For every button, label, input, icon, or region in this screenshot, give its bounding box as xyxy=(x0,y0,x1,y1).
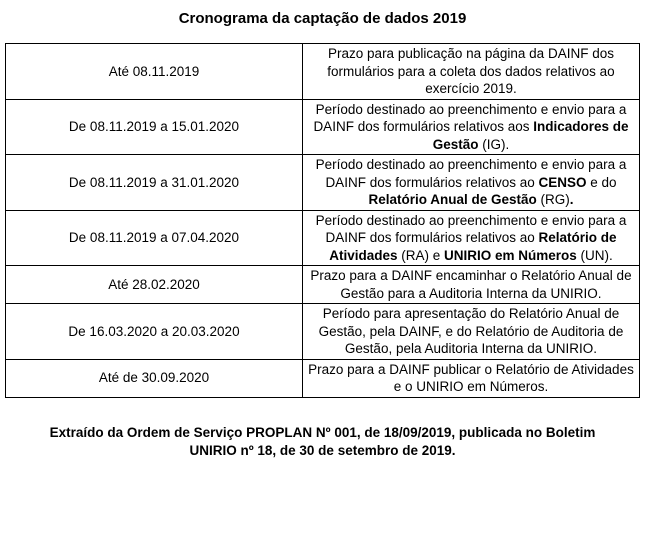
description-bold-segment: Relatório Anual de Gestão xyxy=(368,192,537,207)
description-segment: Período destinado ao preenchimento e envio para a DAINF dos formulários relativos aos xyxy=(313,101,627,134)
description-segment: Período destinado ao preenchimento e envio para a DAINF dos formulários relativos ao xyxy=(315,212,627,245)
period-cell: De 16.03.2020 a 20.03.2020 xyxy=(6,304,303,360)
period-cell: De 08.11.2019 a 15.01.2020 xyxy=(6,99,303,155)
table-row xyxy=(6,359,640,397)
schedule-table-body xyxy=(6,44,640,398)
table-row xyxy=(6,155,640,211)
description-segment: e do xyxy=(586,174,617,190)
description-bold-segment: . xyxy=(569,192,574,207)
description-segment: Prazo para a DAINF publicar o Relatório de Atividades e o UNIRIO em Números. xyxy=(308,361,634,394)
description-bold-segment: CENSO xyxy=(538,174,587,190)
table-row xyxy=(6,266,640,304)
description-bold-segment: UNIRIO em Números xyxy=(444,247,577,263)
description-segment: (IG). xyxy=(478,136,510,152)
page-title: Cronograma da captação de dados 2019 xyxy=(178,10,467,27)
description-bold-segment: Relatório de Atividades xyxy=(329,230,617,263)
description-segment: Período destinado ao preenchimento e envio para a DAINF dos formulários relativos ao xyxy=(315,157,627,190)
description-cell xyxy=(303,210,640,266)
description-segment: (RG) xyxy=(536,192,570,207)
period-cell: Até 28.02.2020 xyxy=(6,266,303,304)
period-cell: Até 08.11.2019 xyxy=(6,44,303,100)
description-cell xyxy=(303,266,640,304)
period-cell: Até de 30.09.2020 xyxy=(6,359,303,397)
description-segment: Prazo para publicação na página da DAINF dos formulários para a coleta dos dados relativos ao exercício 2019. xyxy=(327,46,615,96)
description-segment: (RA) e xyxy=(397,247,444,263)
table-row xyxy=(6,304,640,360)
description-cell xyxy=(303,359,640,397)
table-row xyxy=(6,44,640,100)
period-cell: De 08.11.2019 a 31.01.2020 xyxy=(6,155,303,211)
period-cell: De 08.11.2019 a 07.04.2020 xyxy=(6,210,303,266)
table-row xyxy=(6,99,640,155)
description-cell xyxy=(303,99,640,155)
description-cell xyxy=(303,304,640,360)
description-bold-segment: Indicadores de Gestão xyxy=(432,119,629,152)
description-segment: (UN). xyxy=(576,247,613,263)
description-segment: Prazo para a DAINF encaminhar o Relatório Anual de Gestão para a Auditoria Interna da UNIRIO. xyxy=(310,268,632,301)
source-note: Extraído da Ordem de Serviço PROPLAN Nº 001, de 18/09/2019, publicada no Boletim UNIRIO nº 18, de 30 de setembro de 2019. xyxy=(49,424,596,458)
description-cell xyxy=(303,44,640,100)
schedule-table xyxy=(5,43,640,398)
description-cell xyxy=(303,155,640,211)
description-segment: Período para apresentação do Relatório Anual de Gestão, pela DAINF, e do Relatório de Auditoria de Gestão, pela Auditoria Interna da UNIRIO. xyxy=(318,306,624,356)
table-row xyxy=(6,210,640,266)
